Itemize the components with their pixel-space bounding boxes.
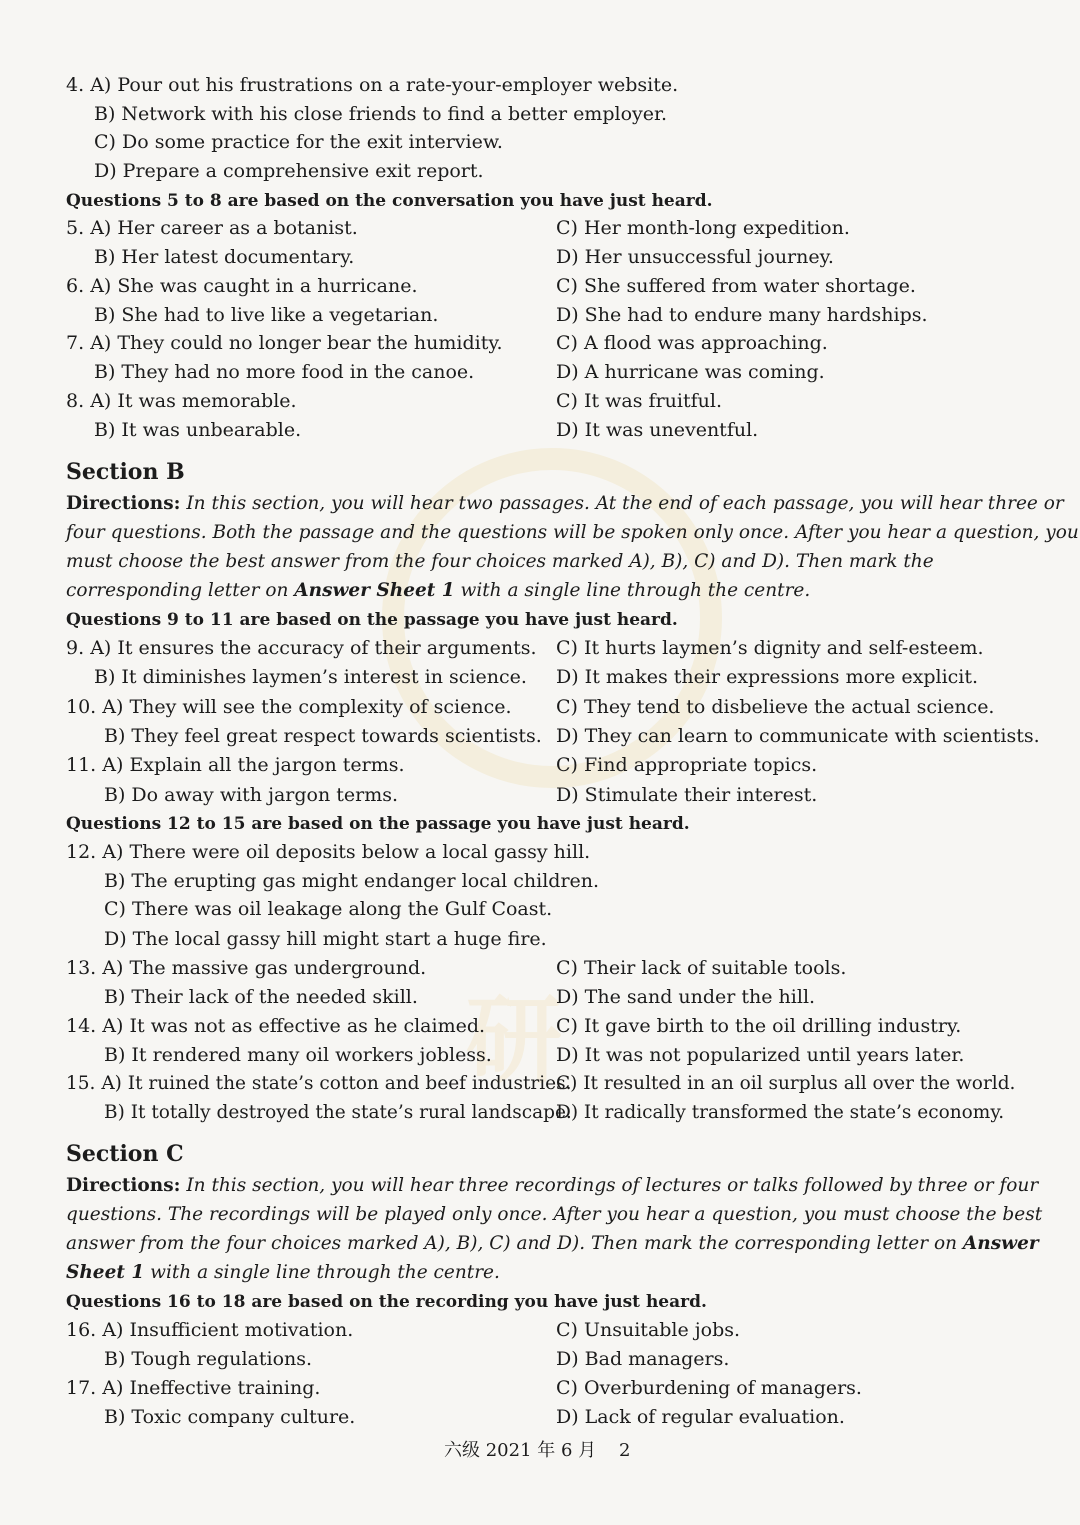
section-b-directions-line-4 — [66, 580, 810, 602]
directions-text: answer from the four choices marked A), B), C) and D). Then mark the corresponding letter on — [66, 1233, 958, 1254]
page-footer — [444, 1440, 631, 1462]
directions-text: with a single line through the centre. — [460, 580, 811, 601]
question-8-option-a — [66, 390, 297, 412]
option-text: A) It ensures the accuracy of their arguments. — [90, 637, 537, 659]
question-number: 15. — [66, 1073, 96, 1094]
question-8-option-c: C) It was fruitful. — [556, 390, 722, 412]
question-number: 11. — [66, 754, 97, 776]
question-10-option-d: D) They can learn to communicate with scientists. — [556, 725, 1040, 747]
question-7-option-a — [66, 332, 503, 354]
question-5-option-b: B) Her latest documentary. — [94, 246, 355, 268]
question-4-option-d: D) Prepare a comprehensive exit report. — [94, 160, 484, 182]
section-c-title: Section C — [66, 1141, 184, 1167]
question-15-option-c: C) It resulted in an oil surplus all over the world. — [556, 1073, 1016, 1094]
question-10-option-b: B) They feel great respect towards scientists. — [104, 725, 542, 747]
section-c-directions-line-2: questions. The recordings will be played only once. After you hear a question, you must choose the best — [66, 1204, 1043, 1225]
question-12-option-a — [66, 841, 590, 863]
question-5-option-d: D) Her unsuccessful journey. — [556, 246, 834, 268]
question-13-option-c: C) Their lack of suitable tools. — [556, 957, 847, 979]
directions-text: In this section, you will hear three recordings of lectures or talks followed by three or four — [186, 1175, 1039, 1196]
question-16-option-c: C) Unsuitable jobs. — [556, 1319, 741, 1341]
question-14-option-c: C) It gave birth to the oil drilling industry. — [556, 1015, 962, 1037]
question-13-option-b: B) Their lack of the needed skill. — [104, 986, 418, 1008]
question-16-option-a — [66, 1319, 353, 1341]
question-11-option-b: B) Do away with jargon terms. — [104, 784, 399, 806]
option-text: A) Her career as a botanist. — [90, 217, 358, 239]
option-text: A) Insufficient motivation. — [102, 1319, 354, 1341]
question-6-option-d: D) She had to endure many hardships. — [556, 304, 928, 326]
question-17-option-b: B) Toxic company culture. — [104, 1406, 356, 1428]
questions-heading: Questions 16 to 18 are based on the recording you have just heard. — [66, 1292, 707, 1312]
question-6-option-b: B) She had to live like a vegetarian. — [94, 304, 439, 326]
question-12-option-c: C) There was oil leakage along the Gulf Coast. — [104, 898, 553, 920]
question-16-option-d: D) Bad managers. — [556, 1348, 730, 1370]
question-13-option-a — [66, 957, 426, 979]
section-b-directions-line-2: four questions. Both the passage and the questions will be spoken only once. After you hear a question, you — [66, 522, 1079, 543]
section-b-title: Section B — [66, 459, 185, 485]
question-number: 8. — [66, 390, 85, 412]
watermark-mark: 研 — [466, 984, 562, 1097]
question-4-option-b: B) Network with his close friends to find a better employer. — [94, 103, 668, 125]
question-number: 5. — [66, 217, 85, 239]
option-text: A) They could no longer bear the humidity. — [90, 332, 503, 354]
question-number: 4. — [66, 74, 85, 96]
question-16-option-b: B) Tough regulations. — [104, 1348, 313, 1370]
question-8-option-d: D) It was uneventful. — [556, 419, 759, 441]
exam-label: 六级 2021 年 6 月 — [444, 1440, 597, 1461]
directions-label: Directions: — [66, 493, 181, 514]
question-number: 9. — [66, 637, 85, 659]
question-4-option-c: C) Do some practice for the exit interview. — [94, 131, 503, 153]
question-number: 7. — [66, 332, 85, 354]
question-number: 12. — [66, 841, 97, 863]
question-9-option-d: D) It makes their expressions more explicit. — [556, 666, 979, 688]
directions-text: with a single line through the centre. — [150, 1262, 500, 1283]
question-11-option-d: D) Stimulate their interest. — [556, 784, 818, 806]
section-b-directions-line-1 — [66, 493, 1064, 515]
questions-heading: Questions 5 to 8 are based on the conversation you have just heard. — [66, 191, 713, 211]
question-7-option-c: C) A flood was approaching. — [556, 332, 828, 354]
question-17-option-c: C) Overburdening of managers. — [556, 1377, 862, 1399]
question-6-option-a — [66, 275, 417, 297]
question-number: 6. — [66, 275, 85, 297]
question-number: 10. — [66, 696, 97, 718]
question-5-option-c: C) Her month-long expedition. — [556, 217, 850, 239]
section-c-directions-line-1 — [66, 1175, 1038, 1197]
option-text: A) Explain all the jargon terms. — [102, 754, 405, 776]
question-9-option-b: B) It diminishes laymen’s interest in science. — [94, 666, 527, 688]
directions-text: corresponding letter on — [66, 580, 289, 601]
option-text: A) They will see the complexity of science. — [102, 696, 512, 718]
option-text: A) She was caught in a hurricane. — [90, 275, 418, 297]
question-number: 17. — [66, 1377, 97, 1399]
option-text: A) Ineffective training. — [102, 1377, 321, 1399]
section-c-directions-line-4 — [66, 1262, 500, 1284]
question-17-option-d: D) Lack of regular evaluation. — [556, 1406, 845, 1428]
option-text: A) It was memorable. — [90, 390, 297, 412]
question-7-option-b: B) They had no more food in the canoe. — [94, 361, 475, 383]
question-10-option-a — [66, 696, 512, 718]
question-14-option-d: D) It was not popularized until years later. — [556, 1044, 965, 1066]
question-14-option-a — [66, 1015, 485, 1037]
answer-sheet-label: Sheet 1 — [66, 1262, 145, 1283]
question-4-option-a — [66, 74, 678, 96]
directions-text: In this section, you will hear two passages. At the end of each passage, you will hear three or — [186, 493, 1064, 514]
question-17-option-a — [66, 1377, 320, 1399]
option-text: A) There were oil deposits below a local gassy hill. — [102, 841, 591, 863]
question-13-option-d: D) The sand under the hill. — [556, 986, 816, 1008]
question-12-option-b: B) The erupting gas might endanger local children. — [104, 870, 600, 892]
section-c-directions-line-3 — [66, 1233, 1039, 1255]
option-text: A) It was not as effective as he claimed. — [102, 1015, 486, 1037]
question-number: 13. — [66, 957, 97, 979]
question-7-option-d: D) A hurricane was coming. — [556, 361, 825, 383]
question-15-option-a — [66, 1073, 571, 1095]
question-number: 16. — [66, 1319, 97, 1341]
question-10-option-c: C) They tend to disbelieve the actual science. — [556, 696, 995, 718]
option-text: A) It ruined the state’s cotton and beef industries. — [101, 1073, 572, 1094]
answer-sheet-label: Answer — [962, 1233, 1039, 1254]
option-text: A) The massive gas underground. — [102, 957, 427, 979]
directions-label: Directions: — [66, 1175, 181, 1196]
question-11-option-c: C) Find appropriate topics. — [556, 754, 818, 776]
question-number: 14. — [66, 1015, 97, 1037]
question-6-option-c: C) She suffered from water shortage. — [556, 275, 916, 297]
question-11-option-a — [66, 754, 405, 776]
question-12-option-d: D) The local gassy hill might start a huge fire. — [104, 928, 547, 950]
section-b-directions-line-3: must choose the best answer from the four choices marked A), B), C) and D). Then mark the — [66, 551, 934, 572]
option-text: A) Pour out his frustrations on a rate-your-employer website. — [90, 74, 679, 96]
question-9-option-a — [66, 637, 537, 659]
question-14-option-b: B) It rendered many oil workers jobless. — [104, 1044, 492, 1066]
question-5-option-a — [66, 217, 358, 239]
question-9-option-c: C) It hurts laymen’s dignity and self-esteem. — [556, 637, 984, 659]
question-15-option-d: D) It radically transformed the state’s economy. — [556, 1102, 1005, 1123]
question-8-option-b: B) It was unbearable. — [94, 419, 302, 441]
questions-heading: Questions 9 to 11 are based on the passage you have just heard. — [66, 610, 678, 630]
question-15-option-b: B) It totally destroyed the state’s rural landscape. — [104, 1102, 572, 1123]
answer-sheet-label: Answer Sheet 1 — [294, 580, 455, 601]
page-number: 2 — [619, 1440, 631, 1461]
questions-heading: Questions 12 to 15 are based on the passage you have just heard. — [66, 814, 690, 834]
